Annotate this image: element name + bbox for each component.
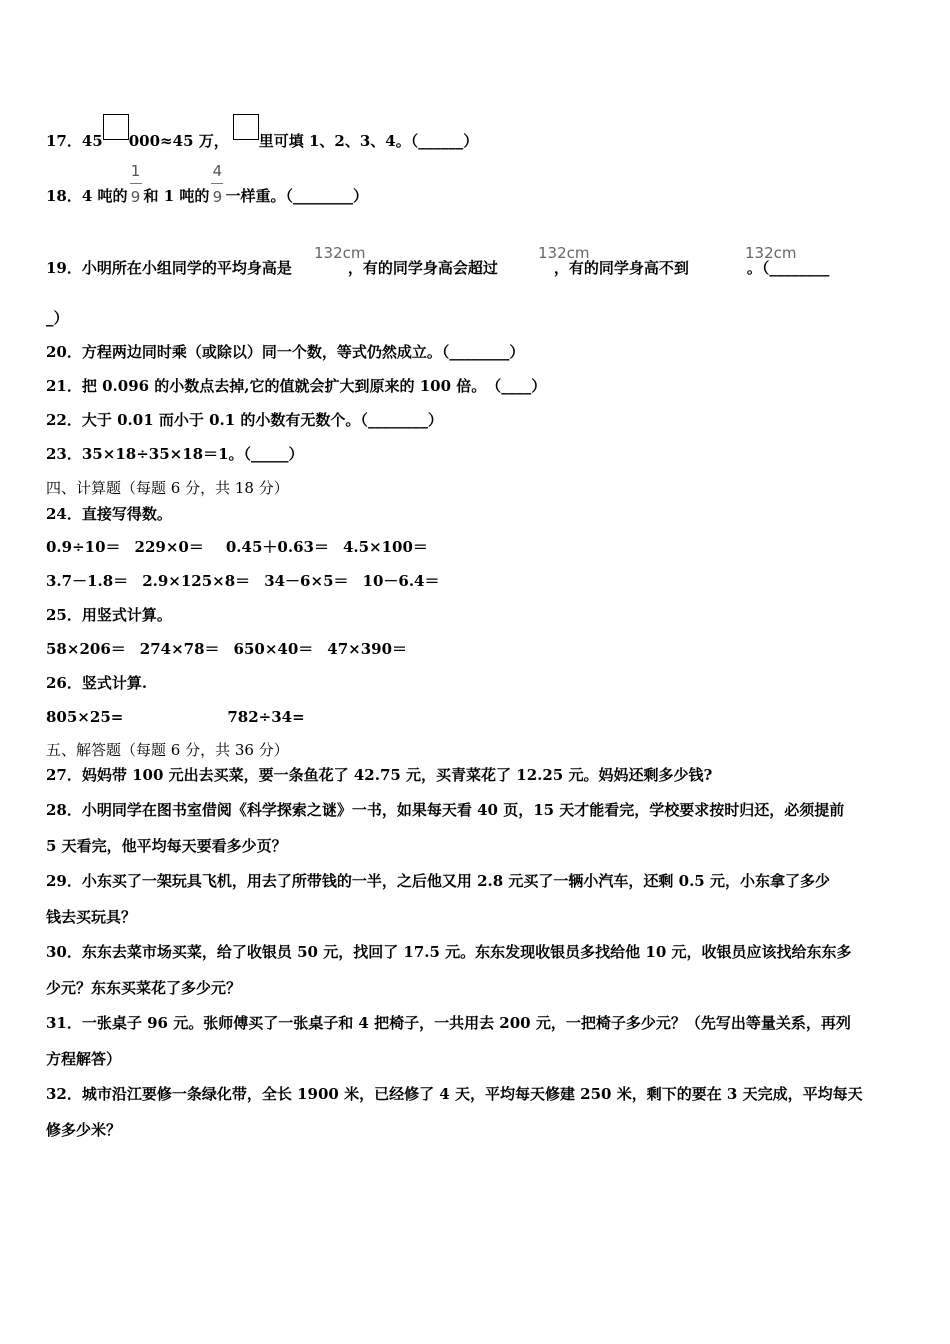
question-25-row: 58×206＝ 274×78＝ 650×40＝ 47×390＝ [46, 640, 408, 658]
blank-box [103, 114, 129, 140]
blank-box [233, 114, 259, 140]
question-27: 27．妈妈带 100 元出去买菜，要一条鱼花了 42.75 元，买青菜花了 12.25 元。妈妈还剩多少钱? [46, 766, 713, 784]
question-31-line-2: 方程解答） [46, 1050, 122, 1068]
question-32-line-1: 32．城市沿江要修一条绿化带，全长 1900 米，已经修了 4 天，平均每天修建 250 米，剩下的要在 3 天完成，平均每天 [46, 1085, 863, 1103]
question-20: 20．方程两边同时乘（或除以）同一个数，等式仍然成立。（________） [46, 343, 525, 361]
question-28-line-1: 28．小明同学在图书室借阅《科学探索之谜》一书，如果每天看 40 页，15 天才能看完，学校要求按时归还，必须提前 [46, 801, 845, 819]
question-23: 23．35×18÷35×18＝1。（_____） [46, 445, 304, 463]
fraction-four-ninths: $\frac{4}{9}$ [212, 162, 223, 206]
question-18: 18．4 吨的 $\frac{1}{9}$ 和 1 吨的 $\frac{4}{9}$ 一样重。（________） [46, 162, 368, 206]
fraction-one-ninth: $\frac{1}{9}$ [130, 162, 141, 206]
height-value-1: 132cm [314, 244, 366, 262]
question-19-cont: _） [46, 309, 69, 327]
question-26-row: 805×25= 782÷34= [46, 708, 305, 726]
question-24-title: 24．直接写得数。 [46, 505, 172, 523]
question-29-line-2: 钱去买玩具？ [46, 908, 137, 926]
question-25-title: 25．用竖式计算。 [46, 606, 172, 624]
section-5-heading: 五、解答题（每题 6 分，共 36 分） [46, 741, 289, 759]
question-31-line-1: 31．一张桌子 96 元。张师傅买了一张桌子和 4 把椅子，一共用去 200 元，一把椅子多少元？（先写出等量关系，再列 [46, 1014, 851, 1032]
question-22: 22．大于 0.01 而小于 0.1 的小数有无数个。（________） [46, 411, 443, 429]
question-24-row-1: 0.9÷10＝ 229×0＝ 0.45＋0.63＝ 4.5×100＝ [46, 538, 428, 556]
question-19: 19．小明所在小组同学的平均身高是 ，有的同学身高会超过 ，有的同学身高不到 。（________ [46, 259, 830, 277]
question-28-line-2: 5 天看完，他平均每天要看多少页？ [46, 837, 287, 855]
question-32-line-2: 修多少米？ [46, 1121, 122, 1139]
question-21: 21．把 0.096 的小数点去掉,它的值就会扩大到原来的 100 倍。 （____） [46, 377, 547, 395]
question-30-line-1: 30．东东去菜市场买菜，给了收银员 50 元，找回了 17.5 元。东东发现收银员多找给他 10 元，收银员应该找给东东多 [46, 943, 852, 961]
height-value-3: 132cm [745, 244, 797, 262]
height-value-2: 132cm [538, 244, 590, 262]
question-17: 17．45 000≈45 万， 里可填 1、2、3、4。（______） [46, 114, 478, 151]
q17-number: 17． [46, 132, 82, 150]
section-4-heading: 四、计算题（每题 6 分，共 18 分） [46, 479, 289, 497]
question-24-row-2: 3.7－1.8＝ 2.9×125×8＝ 34－6×5＝ 10－6.4＝ [46, 572, 440, 590]
question-30-line-2: 少元？东东买菜花了多少元？ [46, 979, 242, 997]
question-26-title: 26．竖式计算. [46, 674, 148, 692]
question-29-line-1: 29．小东买了一架玩具飞机，用去了所带钱的一半，之后他又用 2.8 元买了一辆小汽车，还剩 0.5 元，小东拿了多少 [46, 872, 830, 890]
